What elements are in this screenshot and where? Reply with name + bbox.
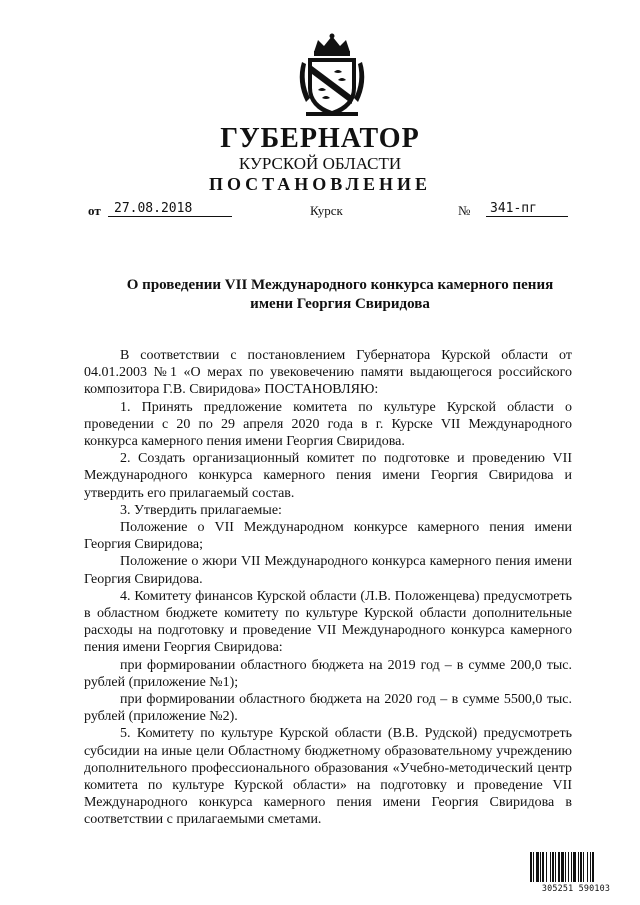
paragraph-item-3a: Положение о VII Международном конкурсе камерного пения имени Георгия Свиридова; (84, 520, 572, 553)
paragraph-item-3: 3. Утвердить прилагаемые: (120, 502, 282, 518)
paragraph-item-4b: при формировании областного бюджета на 2020 год – в сумме 5500,0 тыс. рублей (приложение №2). (84, 692, 572, 725)
paragraph-item-2: 2. Создать организационный комитет по подготовке и проведению VII Международного конкурса камерного пения имени Георгия Свиридова и утвердить его прилагаемый состав. (84, 451, 572, 501)
document-city: Курск (310, 203, 343, 218)
document-type: ПОСТАНОВЛЕНИЕ (208, 174, 432, 194)
paragraph-item-4a: при формировании областного бюджета на 2019 год – в сумме 200,0 тыс. рублей (приложение №1); (84, 657, 572, 690)
document-date: 27.08.2018 (108, 201, 232, 217)
paragraph-item-1: 1. Принять предложение комитета по культуре Курской области о проведении с 20 по 29 апреля 2020 года в г. Курске VII Международного конкурса камерного пения имени Георгия Свиридова. (84, 399, 572, 450)
number-prefix: № (458, 203, 471, 218)
barcode-number: 305251 590103 (541, 883, 611, 893)
document-body (84, 347, 572, 829)
date-prefix: от (88, 203, 101, 218)
document-title: О проведении VII Международного конкурса камерного пения имени Георгия Свиридова (126, 277, 554, 312)
document-meta-row (88, 201, 568, 223)
paragraph-item-5: 5. Комитету по культуре Курской области (В.В. Рудской) предусмотреть субсидии на иные цели Областному бюджетному образовательному учреждению дополнительного профессионального образования «Учебно-методический центр комитета по культуре Курской области» на подготовку и проведение VII Международного конкурса камерного пения имени Георгия Свиридова в соответствии с прилагаемыми сметами. (84, 726, 572, 828)
paragraph-preamble: В соответствии с постановлением Губернатора Курской области от 04.01.2003 №1 «О мерах по увековечению памяти выдающегося российского композитора Г.В. Свиридова» ПОСТАНОВЛЯЮ: (84, 348, 572, 398)
paragraph-item-3b: Положение о жюри VII Международного конкурса камерного пения имени Георгия Свиридова. (84, 554, 572, 587)
paragraph-item-4: 4. Комитету финансов Курской области (Л.В. Положенцева) предусмотреть в областном бюджете комитету по культуре Курской области дополнительные расходы на подготовку и проведение VII Международного конкурса камерного пения имени Георгия Свиридова: (84, 588, 572, 656)
coat-of-arms-icon (292, 32, 372, 120)
document-number: 341-пг (486, 201, 568, 217)
header-title: ГУБЕРНАТОР (220, 123, 420, 154)
barcode-icon (530, 852, 622, 882)
header-region: КУРСКОЙ ОБЛАСТИ (238, 154, 402, 173)
barcode (530, 852, 622, 894)
